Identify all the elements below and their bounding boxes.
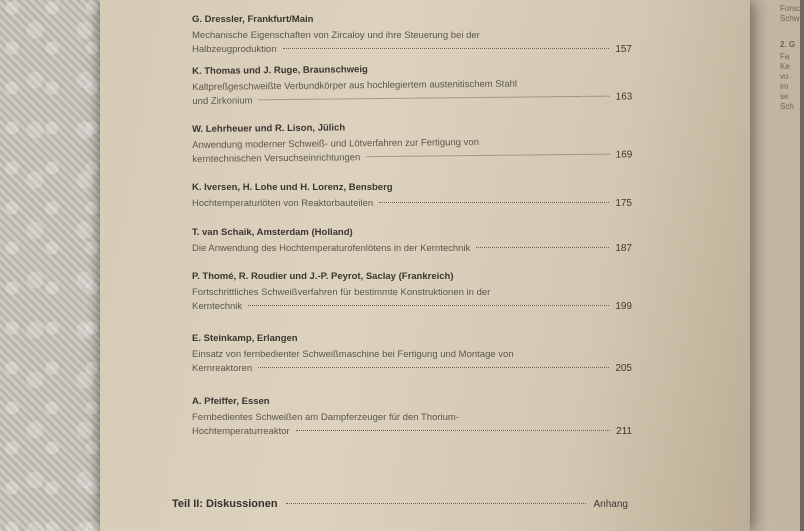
toc-entry [192, 119, 632, 167]
entry-author: W. Lehrheuer und R. Lison, Jülich [192, 122, 346, 135]
entry-title [192, 29, 632, 57]
entry-author: T. van Schaik, Amsterdam (Holland) [192, 227, 353, 238]
dot-leader [259, 96, 610, 101]
entry-author: K. Thomas und J. Ruge, Braunschweig [192, 64, 368, 77]
entry-page-number: 187 [615, 243, 632, 254]
toc-entry [192, 61, 632, 109]
entry-title-line: Kernreaktoren [192, 363, 253, 374]
entry-page-number: 169 [615, 149, 633, 161]
entry-author: K. Iversen, H. Lohe und H. Lorenz, Bensberg [192, 182, 393, 193]
toc-entry [192, 333, 632, 376]
fragment-text: vo [780, 72, 789, 81]
entry-title-line: Kaltpreßgeschweißte Verbundkörper aus hochlegiertem austenitischem Stahl [192, 78, 518, 93]
dot-leader [379, 202, 609, 203]
entry-title-line: Kerntechnik [192, 301, 243, 312]
toc-entry [192, 396, 632, 439]
entry-title-line: Fortschrittliches Schweißverfahren für bestimmte Konstruktionen in der [192, 287, 491, 298]
fragment-text: im [780, 82, 789, 91]
fragment-text: Forsch [780, 4, 804, 13]
toc-entry [192, 14, 632, 57]
entry-title-line: Halbzeugproduktion [192, 44, 277, 55]
fragment-text: se [780, 92, 789, 101]
entry-author: E. Steinkamp, Erlangen [192, 333, 298, 344]
entry-author: A. Pfeiffer, Essen [192, 396, 270, 407]
entry-page-number: 175 [615, 198, 632, 209]
dot-leader [296, 430, 610, 431]
document-page [100, 0, 750, 531]
entry-title [192, 286, 632, 314]
toc-entry [192, 271, 632, 314]
entry-title-line: Einsatz von fernbedienter Schweißmaschine bei Fertigung und Montage von [192, 349, 514, 360]
fragment-text: Schwe [780, 14, 804, 23]
entry-title-line: Anwendung moderner Schweiß- und Lötverfahren zur Fertigung von [192, 136, 480, 151]
entry-title [192, 348, 632, 376]
entry-author: G. Dressler, Frankfurt/Main [192, 14, 314, 25]
part-heading [172, 498, 628, 510]
entry-page-number: 199 [615, 301, 632, 312]
entry-page-number: 163 [615, 91, 633, 103]
dot-leader [476, 247, 609, 248]
part-label: Teil II: Diskussionen [172, 498, 278, 510]
entry-author: P. Thomé, R. Roudier und J.-P. Peyrot, Saclay (Frankreich) [192, 271, 454, 282]
dot-leader [286, 503, 586, 504]
entry-title [192, 134, 632, 167]
toc-entry [192, 182, 632, 211]
dot-leader [258, 367, 609, 368]
entry-title-line: Hochtemperaturlöten von Reaktorbauteilen [192, 198, 374, 209]
entry-title-line: Die Anwendung des Hochtemperaturofenlötens in der Kerntechnik [192, 243, 471, 254]
entry-page-number: 157 [615, 44, 632, 55]
dot-leader [248, 305, 609, 306]
entry-title-line: kerntechnischen Versuchseinrichtungen [192, 152, 361, 165]
entry-title-line: Fernbedientes Schweißen am Dampferzeuger für den Thorium- [192, 412, 460, 423]
entry-page-number: 211 [616, 426, 632, 437]
entry-title [192, 242, 632, 256]
fragment-text: Ke [780, 62, 790, 71]
entry-title-line: Mechanische Eigenschaften von Zircaloy und ihre Steuerung bei der [192, 30, 480, 41]
dot-leader [283, 48, 610, 49]
entry-title [192, 197, 632, 211]
entry-title-line: Hochtemperaturreaktor [192, 426, 290, 437]
entry-page-number: 205 [615, 363, 632, 374]
fragment-text: Fa [780, 52, 790, 61]
part-page: Anhang [593, 499, 628, 510]
entry-title [192, 76, 632, 109]
dot-leader [366, 154, 609, 158]
fragment-text: 2. G [780, 40, 796, 49]
fragment-text: Sch [780, 102, 794, 111]
toc-entry [192, 227, 632, 256]
entry-title-line: und Zirkonium [192, 95, 253, 107]
entry-title [192, 411, 632, 439]
